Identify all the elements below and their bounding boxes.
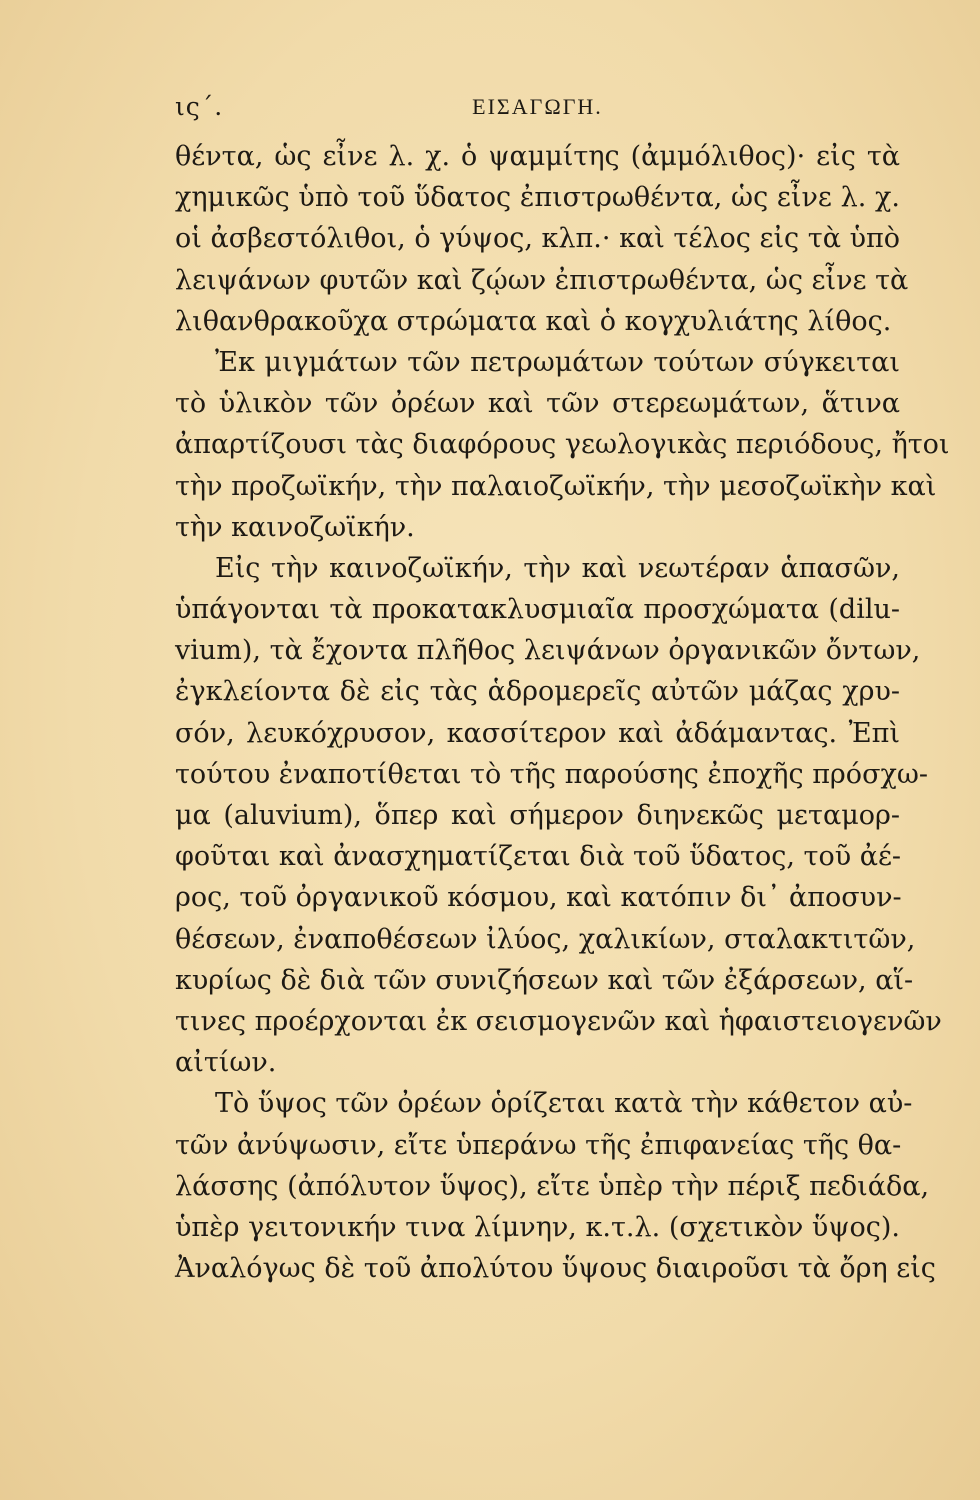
text-line: τινες προέρχονται ἐκ σεισμογενῶν καὶ ἡφαιστειογενῶν [175,1005,942,1037]
text-line: φοῦται καὶ ἀνασχηματίζεται διὰ τοῦ ὕδατος, τοῦ ἀέ- [175,841,902,873]
text-line: θέσεων, ἐναποθέσεων ἰλύος, χαλικίων, σταλακτιτῶν, [175,923,916,955]
text-line: τὴν καινοζωϊκήν. [175,511,415,543]
page-number: ις΄. [175,92,224,121]
text-line: οἱ ἀσβεστόλιθοι, ὁ γύψος, κλπ.· καὶ τέλος εἰς τὰ ὑπὸ [175,223,900,255]
text-line: Εἰς τὴν καινοζωϊκήν, τὴν καὶ νεωτέραν ἁπασῶν, [215,552,900,584]
text-line: κυρίως δὲ διὰ τῶν συνιζήσεων καὶ τῶν ἐξάρσεων, αἵ- [175,964,914,996]
text-line: ὑπάγονται τὰ προκατακλυσμιαῖα προσχώματα (dilu- [175,594,900,626]
text-line: θέντα, ὡς εἶνε λ. χ. ὁ ψαμμίτης (ἀμμόλιθος)· εἰς τὰ [175,141,900,172]
text-line: τὸ ὑλικὸν τῶν ὀρέων καὶ τῶν στερεωμάτων, ἅτινα [175,388,900,420]
text-line: τούτου ἐναποτίθεται τὸ τῆς παρούσης ἐποχῆς πρόσχω- [175,758,928,790]
text-line: ὑπὲρ γειτονικήν τινα λίμνην, κ.τ.λ. (σχετικὸν ὕψος). [175,1211,900,1243]
text-line: μα (aluvium), ὅπερ καὶ σήμερον διηνεκῶς μεταμορ- [175,800,900,831]
text-line: τῶν ἀνύψωσιν, εἴτε ὑπεράνω τῆς ἐπιφανείας τῆς θα- [175,1129,902,1161]
text-line: χημικῶς ὑπὸ τοῦ ὕδατος ἐπιστρωθέντα, ὡς εἶνε λ. χ. [175,182,900,214]
text-line: λιθανθρακοῦχα στρώματα καὶ ὁ κογχυλιάτης λίθος. [175,305,892,337]
body-text [175,136,950,1289]
text-line: λάσσης (ἀπόλυτον ὕψος), εἴτε ὑπὲρ τὴν πέριξ πεδιάδα, [175,1170,930,1202]
text-line: Τὸ ὕψος τῶν ὀρέων ὁρίζεται κατὰ τὴν κάθετον αὐ- [215,1088,913,1120]
text-line: Ἐκ μιγμάτων τῶν πετρωμάτων τούτων σύγκειται [215,346,900,378]
page-header [175,92,900,132]
text-line: vium), τὰ ἔχοντα πλῆθος λειψάνων ὀργανικῶν ὄντων, [175,635,921,667]
text-line: τὴν προζωϊκήν, τὴν παλαιοζωϊκήν, τὴν μεσοζωϊκὴν καὶ [175,470,937,502]
text-line: λειψάνων φυτῶν καὶ ζῴων ἐπιστρωθέντα, ὡς εἶνε τὰ [175,264,909,296]
running-title: ΕΙΣΑΓΩΓΗ. [472,94,603,119]
text-line: ἐγκλείοντα δὲ εἰς τὰς ἁδρομερεῖς αὐτῶν μάζας χρυ- [175,676,900,708]
text-line: ρος, τοῦ ὀργανικοῦ κόσμου, καὶ κατόπιν δι᾽ ἀποσυν- [175,882,902,914]
text-line: σόν, λευκόχρυσον, κασσίτερον καὶ ἀδάμαντας. Ἐπὶ [175,717,900,749]
text-line: αἰτίων. [175,1047,277,1079]
text-line: ἀπαρτίζουσι τὰς διαφόρους γεωλογικὰς περιόδους, ἤτοι [175,429,950,461]
text-line: Ἀναλόγως δὲ τοῦ ἀπολύτου ὕψους διαιροῦσι τὰ ὄρη εἰς [175,1253,936,1285]
